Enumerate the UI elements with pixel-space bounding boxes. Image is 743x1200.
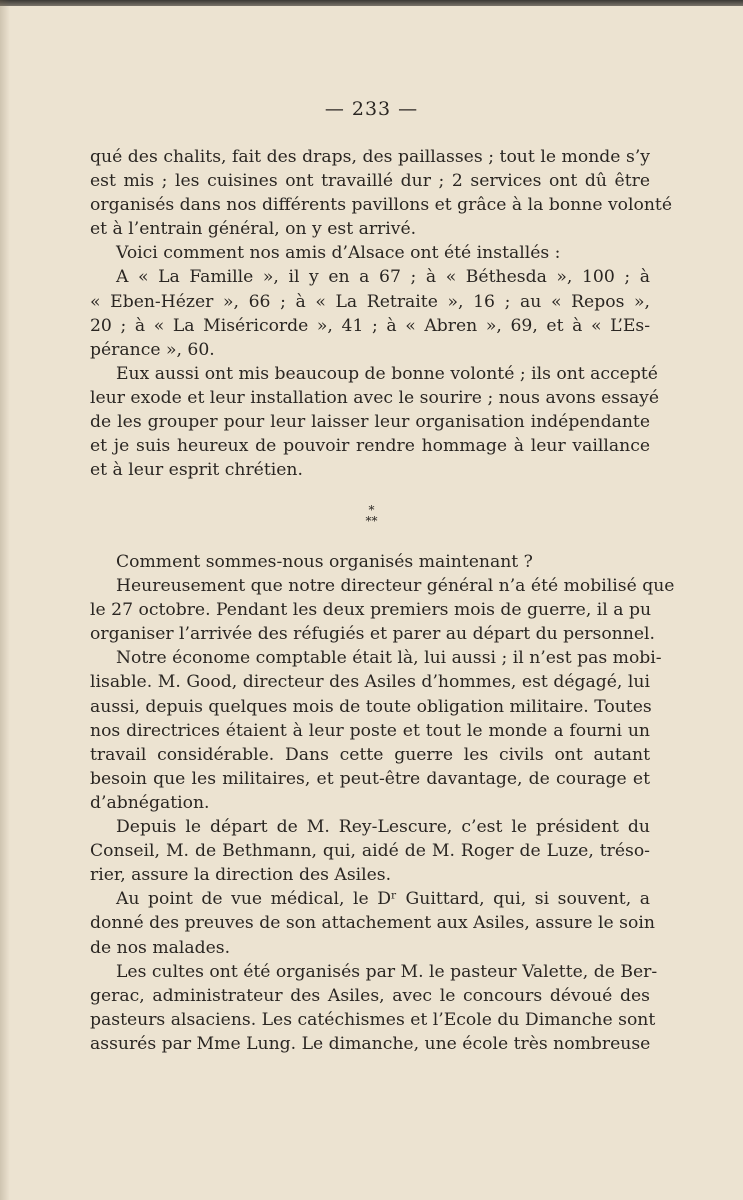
text-line: organiser l’arrivée des réfugiés et parer au départ du personnel.: [90, 624, 655, 645]
text-line: de nos malades.: [90, 937, 231, 958]
text-line: aussi, depuis quelques mois de toute obligation militaire. Toutes: [90, 696, 652, 717]
text-line: organisés dans nos différents pavillons et grâce à la bonne volonté: [90, 195, 672, 216]
text-line: Eux aussi ont mis beaucoup de bonne volonté ; ils ont accepté: [116, 363, 658, 384]
section-separator: [0, 505, 743, 527]
paragraph: [90, 646, 662, 815]
text-line: assurés par Mme Lung. Le dimanche, une école très nombreuse: [90, 1033, 651, 1054]
paragraph: [90, 362, 660, 482]
paragraph: [90, 887, 655, 959]
paragraph: [90, 550, 650, 574]
text-line: « Eben-Hézer », 66 ; à « La Retraite », 16 ; au « Repos »,: [90, 291, 650, 312]
text-block-lower: [90, 550, 675, 1056]
text-line: et à l’entrain général, on y est arrivé.: [90, 219, 417, 240]
text-line: gerac, administrateur des Asiles, avec le concours dévoué des: [90, 985, 650, 1006]
text-line: et à leur esprit chrétien.: [90, 460, 303, 481]
text-line: leur exode et leur installation avec le sourire ; nous avons essayé: [90, 387, 660, 408]
separator-asterisk-top: *: [368, 503, 375, 517]
paragraph: [90, 960, 658, 1056]
page-number: — 233 —: [324, 98, 419, 120]
text-line: Conseil, M. de Bethmann, qui, aidé de M. Roger de Luze, tréso-: [90, 841, 650, 862]
text-line: est mis ; les cuisines ont travaillé dur ; 2 services ont dû être: [90, 171, 650, 192]
paragraph: [90, 574, 675, 646]
text-line: donné des preuves de son attachement aux Asiles, assure le soin: [90, 913, 655, 934]
text-line: nos directrices étaient à leur poste et tout le monde a fourni un: [90, 720, 650, 741]
paragraph: [90, 145, 672, 241]
page-top-edge: [0, 0, 743, 6]
text-line: A « La Famille », il y en a 67 ; à « Béthesda », 100 ; à: [116, 267, 650, 288]
paragraph: [90, 265, 650, 361]
text-line: pasteurs alsaciens. Les catéchismes et l’Ecole du Dimanche sont: [90, 1009, 656, 1030]
text-line: Notre économe comptable était là, lui aussi ; il n’est pas mobi-: [116, 648, 662, 669]
text-line: Au point de vue médical, le Dʳ Guittard, qui, si souvent, a: [116, 889, 650, 910]
separator-asterisk-bottom: **: [365, 514, 378, 528]
text-line: rier, assure la direction des Asiles.: [90, 865, 392, 886]
text-line: de les grouper pour leur laisser leur organisation indépendante: [90, 412, 650, 433]
text-line: d’abnégation.: [90, 792, 210, 813]
page-gutter-shadow: [0, 0, 10, 1200]
paragraph: [90, 815, 650, 887]
text-line: pérance », 60.: [90, 339, 215, 360]
text-line: 20 ; à « La Miséricorde », 41 ; à « Abren », 69, et à « L’Es-: [90, 315, 650, 336]
text-line: le 27 octobre. Pendant les deux premiers mois de guerre, il a pu: [90, 600, 652, 621]
text-line: Voici comment nos amis d’Alsace ont été installés :: [116, 243, 561, 264]
text-line: Comment sommes-nous organisés maintenant ?: [116, 552, 533, 572]
text-block-upper: [90, 145, 672, 482]
text-line: travail considérable. Dans cette guerre les civils ont autant: [90, 744, 650, 765]
text-line: et je suis heureux de pouvoir rendre hommage à leur vaillance: [90, 436, 650, 457]
text-line: Depuis le départ de M. Rey-Lescure, c’est le président du: [116, 817, 650, 838]
text-line: besoin que les militaires, et peut-être davantage, de courage et: [90, 768, 650, 789]
text-line: Les cultes ont été organisés par M. le pasteur Valette, de Ber-: [116, 961, 658, 982]
text-line: Heureusement que notre directeur général n’a été mobilisé que: [116, 576, 675, 597]
text-line: lisable. M. Good, directeur des Asiles d’hommes, est dégagé, lui: [90, 672, 650, 693]
paragraph: [90, 241, 650, 265]
text-line: qué des chalits, fait des draps, des paillasses ; tout le monde s’y: [90, 147, 650, 167]
